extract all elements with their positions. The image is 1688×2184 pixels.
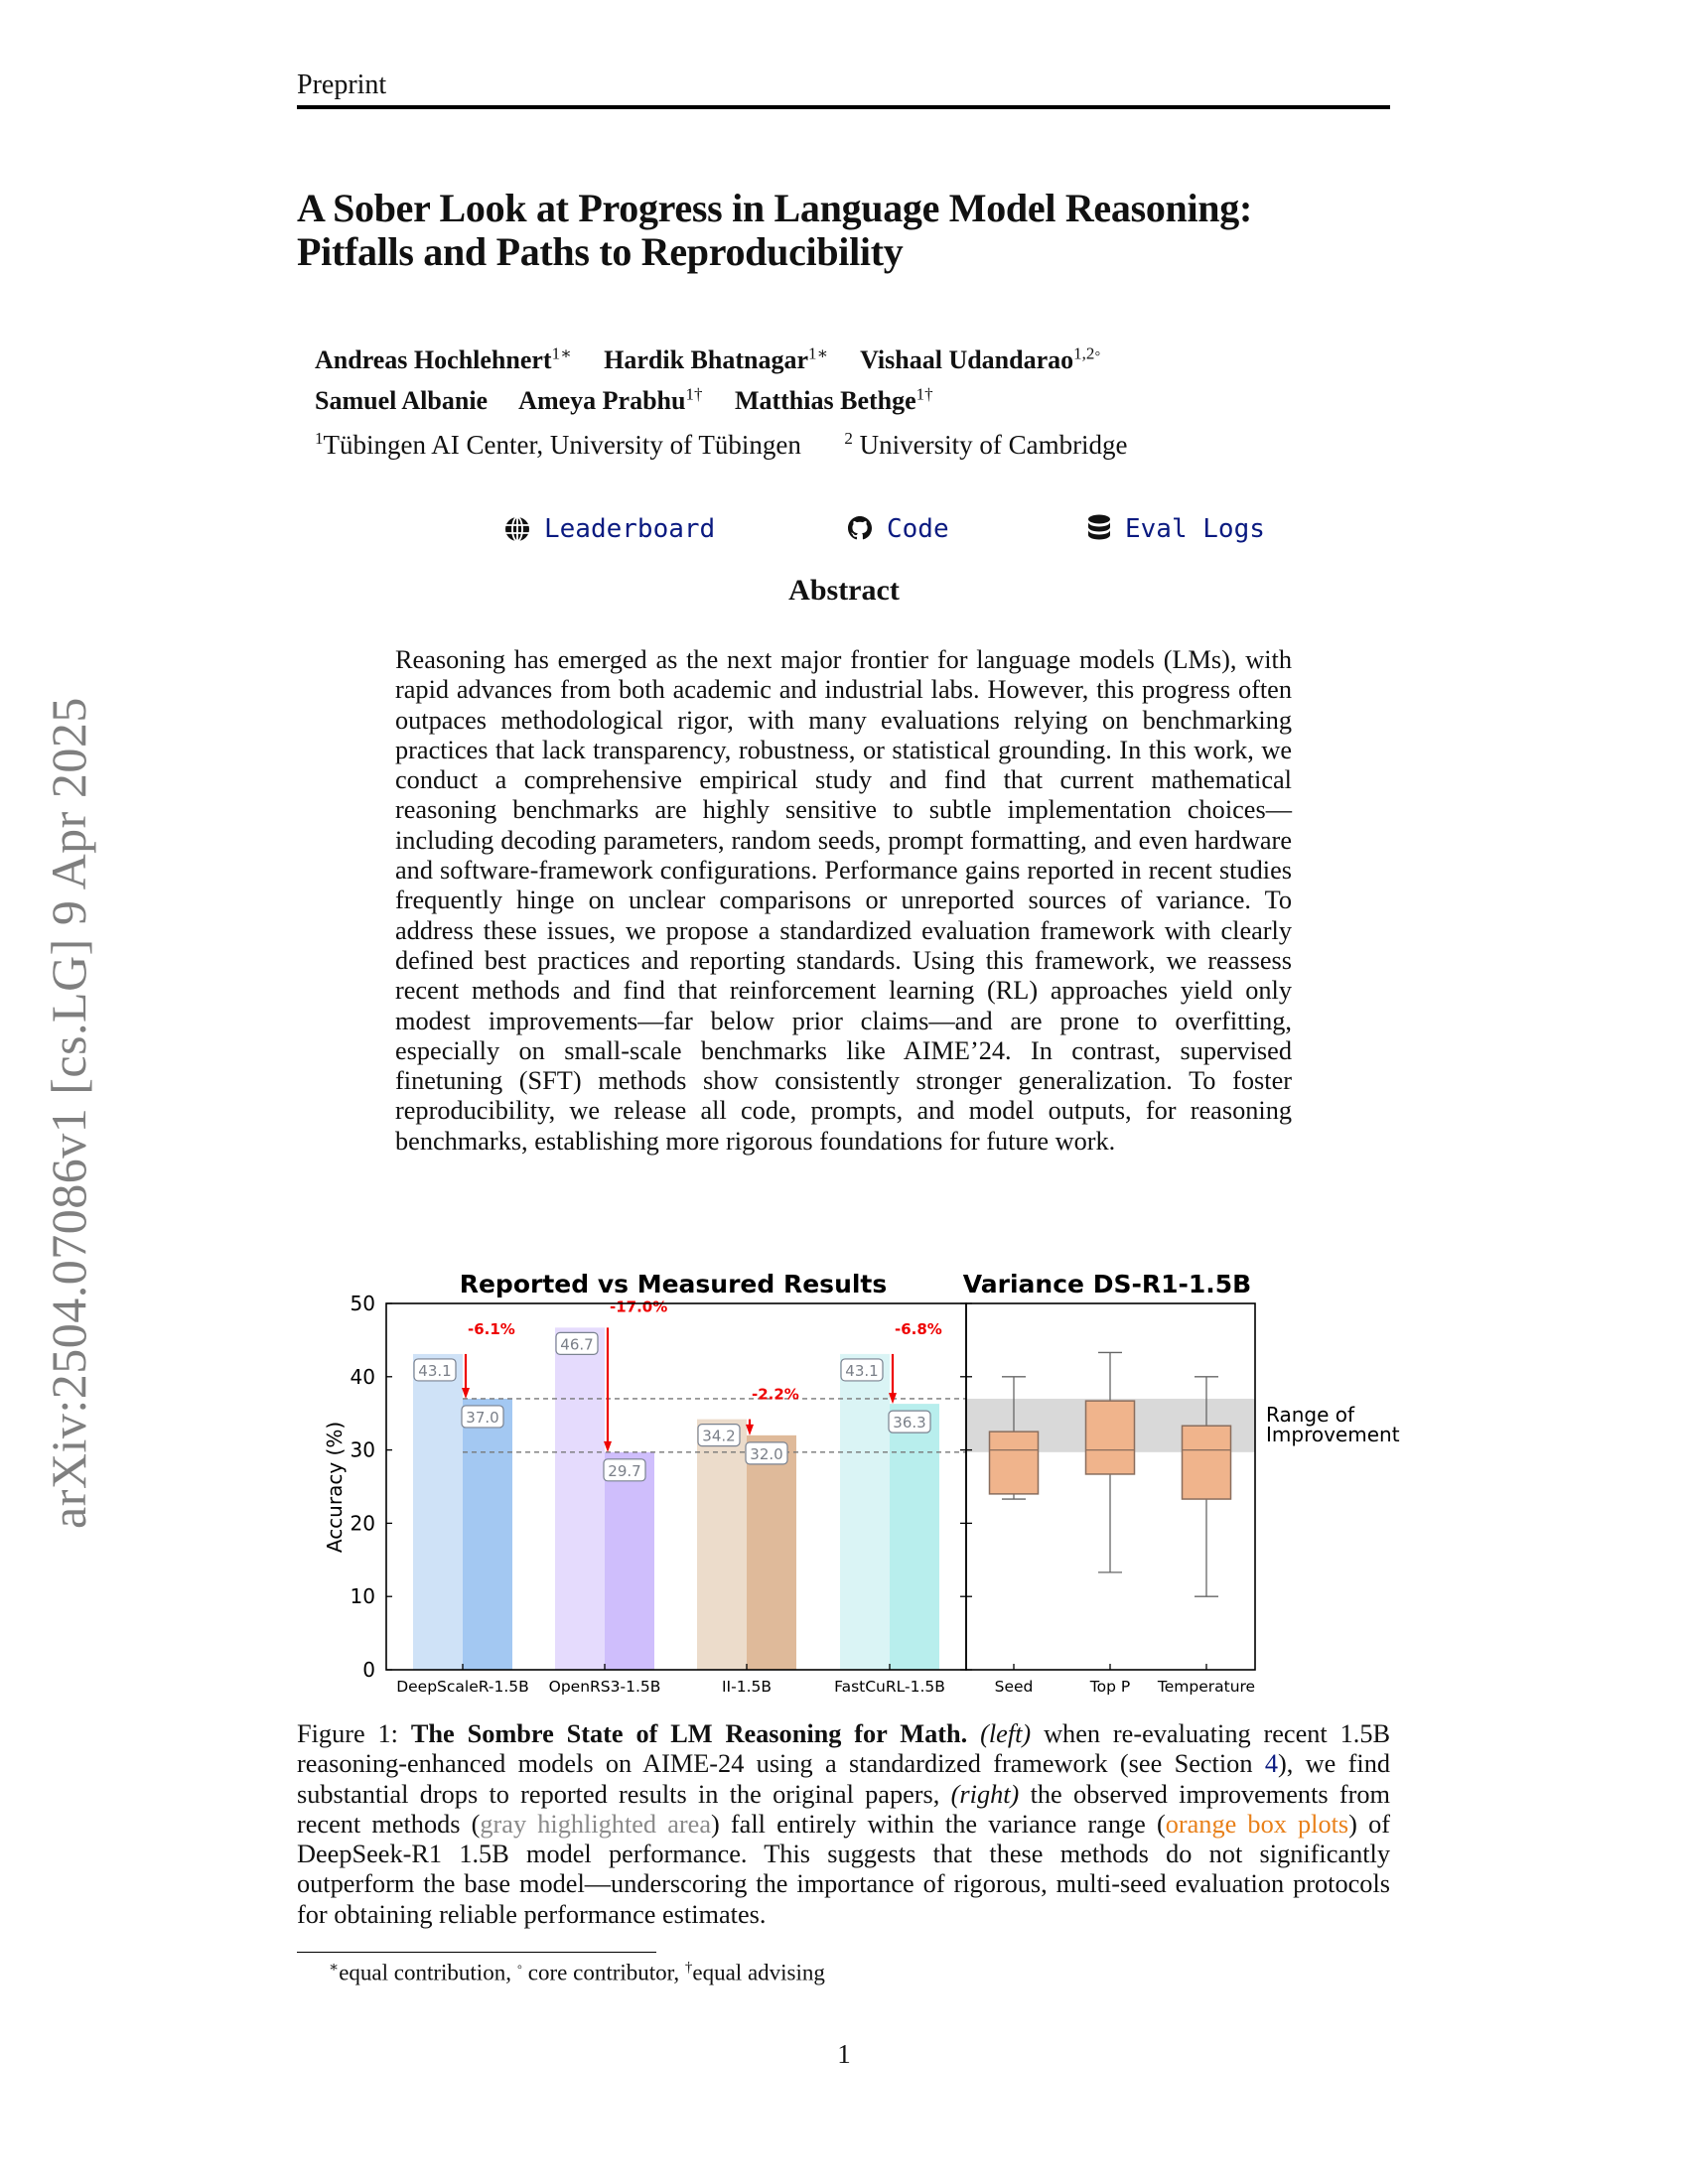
leaderboard-link[interactable]: [504, 514, 715, 544]
author: Hardik Bhatnagar$^{1∗}$: [604, 343, 829, 374]
footnote-mark: ∗: [329, 1960, 340, 1976]
reported-bar: [697, 1420, 747, 1670]
footnote-rule: [297, 1952, 656, 1953]
title-line-2: Pitfalls and Paths to Reproducibility: [297, 229, 904, 274]
abstract-body: Reasoning has emerged as the next major frontier for language models (LMs), with rapid advances from both academic and industrial labs. However, this progress often outpaces methodological rigor, with many evaluations relying on benchmarking practices that lack transparency, robustness, or statistical grounding. In this work, we conduct a comprehensive empirical study and find that current mathematical reasoning benchmarks are highly sensitive to subtle implementation choices—including decoding parameters, random seeds, prompt formatting, and even hardware and software-framework configurations. Performance gains reported in recent studies frequently hinge on unclear comparisons or unreported sources of variance. To address these issues, we propose a standardized evaluation framework with clearly defined best practices and reporting standards. Using this framework, we reassess recent methods and find that reinforcement learning (RL) approaches yield only modest improvements—far below prior claims—and are prone to overfitting, especially on small-scale benchmarks like AIME’24. In contrast, supervised finetuning (SFT) methods show consistently stronger generalization. To foster reproducibility, we release all code, prompts, and model outputs, for reasoning benchmarks, establishing more rigorous foundations for future work.: [395, 645, 1292, 1156]
caption-text: ) of DeepSeek-R1 1.5B model performance. This suggests that these methods do not significantly outperform the base model—underscoring the importance of rigorous, multi-seed evaluation protocols for obtaining reliable performance estimates.: [297, 1809, 1390, 1929]
abstract-heading: Abstract: [788, 574, 900, 607]
caption-text: ) fall entirely within the variance range (: [711, 1809, 1166, 1839]
author-row-1: [315, 336, 1126, 377]
y-axis-label: Accuracy (%): [323, 1421, 347, 1554]
caption-label: Figure 1:: [297, 1719, 411, 1748]
author: Matthias Bethge$^{1\dagger}$: [734, 384, 933, 416]
eval-logs-link[interactable]: [1087, 514, 1265, 544]
x-tick-label: II-1.5B: [721, 1678, 773, 1696]
code-link[interactable]: [847, 514, 949, 544]
author-row-2: [315, 377, 1126, 419]
footnote-mark: ◦: [516, 1960, 523, 1976]
arxiv-identifier-stamp: arXiv:2504.07086v1 [cs.LG] 9 Apr 2025: [41, 697, 96, 1529]
x-tick-label: FastCuRL-1.5B: [834, 1678, 945, 1696]
footnote-text: equal advising: [692, 1960, 825, 1985]
caption-text: when re-evaluating recent 1.5B reasoning-enhanced models on AIME-24 using a standardized framework (see Section: [297, 1719, 1391, 1779]
code-label: Code: [887, 514, 949, 544]
section-4-ref-link[interactable]: 4: [1264, 1749, 1278, 1779]
globe-icon: [504, 516, 530, 542]
drop-arrow-head: [462, 1388, 470, 1399]
author: Vishaal Udandarao$^{1,2◦}$: [860, 343, 1101, 374]
box-plot-seed: [990, 1377, 1039, 1499]
caption-gray-highlight: gray highlighted area: [480, 1809, 711, 1839]
drop-arrow-head: [604, 1441, 612, 1452]
x-tick-label: Seed: [994, 1678, 1034, 1696]
affiliation: $^1$Tübingen AI Center, University of Tübingen: [315, 429, 801, 460]
x-tick-label: OpenRS3-1.5B: [548, 1678, 661, 1696]
x-axis-ticks: [396, 1664, 1255, 1696]
measured-bar: [747, 1435, 796, 1670]
measured-bar: [890, 1404, 939, 1670]
page-number: 1: [837, 2039, 851, 2069]
box-plot-top-p: [1086, 1352, 1135, 1571]
title-line-1: A Sober Look at Progress in Language Model Reasoning:: [297, 186, 1252, 230]
left-chart-title: Reported vs Measured Results: [459, 1270, 888, 1298]
figure-1-chart: [318, 1261, 1420, 1698]
figure-caption: [297, 1719, 1390, 1930]
value-label: 29.7: [608, 1461, 641, 1480]
running-head: Preprint: [297, 69, 387, 100]
y-tick-label: 30: [350, 1437, 375, 1462]
range-label-line-1: Range of: [1266, 1403, 1355, 1427]
value-label: 32.0: [750, 1444, 783, 1463]
drop-arrow-head: [746, 1425, 754, 1435]
x-tick-label: Top P: [1089, 1678, 1131, 1696]
footnote: [329, 1958, 825, 1986]
footnote-mark: †: [684, 1960, 693, 1976]
measured-bar: [463, 1399, 512, 1670]
eval-logs-label: Eval Logs: [1125, 514, 1265, 544]
reported-bar: [840, 1354, 890, 1670]
y-tick-label: 20: [350, 1511, 375, 1536]
y-tick-label: 0: [362, 1658, 375, 1682]
x-tick-label: DeepScaleR-1.5B: [396, 1678, 529, 1696]
database-icon: [1087, 514, 1111, 544]
y-tick-label: 50: [350, 1292, 375, 1315]
drop-percentage: -17.0%: [610, 1297, 668, 1316]
caption-right-tag: (right): [950, 1779, 1020, 1809]
caption-left-tag: (left): [980, 1719, 1032, 1748]
github-icon: [847, 515, 873, 543]
affiliations: [315, 429, 1128, 461]
footnote-text: equal contribution,: [339, 1960, 517, 1985]
measured-bar: [605, 1452, 654, 1670]
footnote-text: core contributor,: [522, 1960, 685, 1985]
y-tick-label: 40: [350, 1364, 375, 1389]
value-label: 37.0: [466, 1408, 499, 1427]
caption-text: ), we find substantial drops to reported results in the original papers,: [297, 1749, 1390, 1809]
value-label: 34.2: [702, 1427, 736, 1445]
drop-percentage: -2.2%: [752, 1385, 799, 1404]
value-label: 43.1: [418, 1361, 452, 1380]
box-plots: [990, 1352, 1231, 1596]
author: Andreas Hochlehnert$^{1∗}$: [315, 343, 572, 374]
header-rule: [297, 105, 1390, 109]
reported-bar: [413, 1354, 463, 1670]
value-label: 36.3: [893, 1414, 926, 1433]
x-tick-label: Temperature: [1157, 1678, 1256, 1696]
value-label: 46.7: [560, 1335, 594, 1354]
y-tick-label: 10: [350, 1584, 375, 1609]
drop-percentage: -6.1%: [468, 1319, 515, 1338]
range-label-line-2: Improvement: [1266, 1423, 1400, 1446]
right-chart-title: Variance DS-R1-1.5B: [962, 1270, 1252, 1298]
reported-bar: [555, 1327, 605, 1670]
paper-title: [297, 187, 1409, 274]
caption-bold: The Sombre State of LM Reasoning for Math.: [410, 1719, 968, 1748]
resource-links: [504, 514, 1299, 554]
author-list: [315, 336, 1126, 418]
affiliation: $^2$ University of Cambridge: [844, 429, 1128, 460]
author: Samuel Albanie: [315, 386, 489, 416]
caption-text: the observed improvements from recent methods (: [297, 1779, 1391, 1839]
caption-orange-highlight: orange box plots: [1165, 1809, 1349, 1839]
author: Ameya Prabhu$^{1\dagger}$: [518, 384, 703, 416]
figure-1: [318, 1261, 1420, 1698]
drop-percentage: -6.8%: [895, 1319, 942, 1338]
leaderboard-label: Leaderboard: [544, 514, 716, 544]
value-label: 43.1: [845, 1361, 879, 1380]
